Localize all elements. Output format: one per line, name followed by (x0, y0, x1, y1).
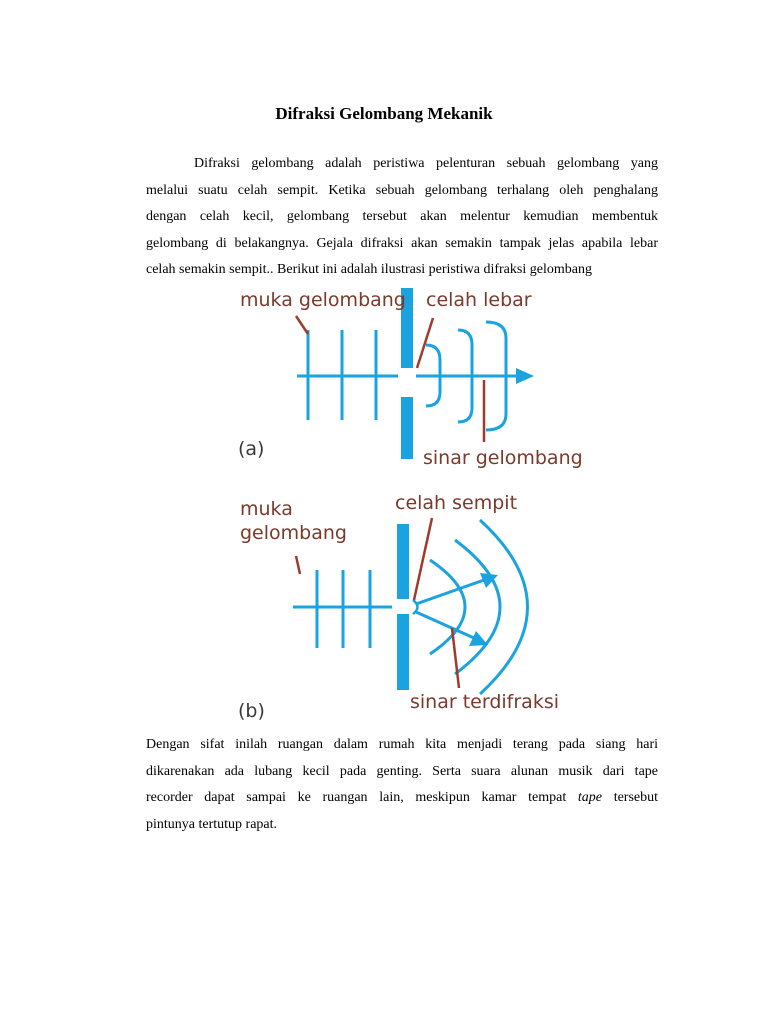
label-wavefront-a: muka gelombang (240, 289, 406, 311)
figure-a (238, 288, 583, 469)
barrier-bottom-a (401, 397, 413, 459)
barrier-top-b (397, 524, 409, 599)
pointer-gap-a (417, 318, 433, 368)
paragraph-conclusion (146, 732, 658, 838)
label-gap-a: celah lebar (426, 289, 532, 311)
figure-b (238, 492, 559, 722)
label-gap-b: celah sempit (395, 492, 518, 514)
text-line-with-emphasis (146, 785, 658, 812)
barrier-bottom-b (397, 614, 409, 690)
text-segment: recorder dapat sampai ke ruangan lain, meskipun kamar tempat (146, 790, 567, 805)
caption-a: (a) (238, 438, 265, 460)
diffracted-fronts-b (430, 520, 528, 694)
label-wavefront-b-1: muka (240, 498, 293, 520)
text-segment: tersebut (613, 790, 659, 805)
wavefronts-b (317, 570, 370, 648)
pointer-gap-b (414, 518, 432, 600)
label-ray-b: sinar terdifraksi (410, 691, 559, 713)
caption-b: (b) (238, 700, 265, 722)
pointer-wavefront-b (296, 556, 300, 574)
text-line: melalui suatu celah sempit. Ketika sebuah gelombang terhalang oleh penghalang (146, 182, 658, 198)
arrowhead-a (516, 368, 534, 384)
emphasis-tape: tape (577, 790, 603, 805)
label-wavefront-b-2: gelombang (240, 522, 347, 544)
pointer-ray-b (452, 628, 459, 688)
text-line: pintunya tertutup rapat. (146, 816, 278, 832)
text-line: dengan celah kecil, gelombang tersebut akan melentur kemudian membentuk (146, 209, 658, 224)
text-line: celah semakin sempit.. Berikut ini adalah ilustrasi peristiwa difraksi gelombang (146, 262, 592, 277)
diffracted-ray-up (416, 580, 484, 604)
text-line: Difraksi gelombang adalah peristiwa pelenturan sebuah gelombang yang (194, 156, 658, 171)
text-line: gelombang di belakangnya. Gejala difraksi akan semakin tampak jelas apabila lebar (146, 235, 658, 251)
text-line: Dengan sifat inilah ruangan dalam rumah kita menjadi terang pada siang hari (146, 737, 658, 752)
label-ray-a: sinar gelombang (423, 447, 583, 469)
page-title: Difraksi Gelombang Mekanik (275, 104, 493, 123)
text-line: dikarenakan ada lubang kecil pada genting. Serta suara alunan musik dari tape (146, 763, 658, 779)
pointer-wavefront-a (296, 316, 308, 334)
